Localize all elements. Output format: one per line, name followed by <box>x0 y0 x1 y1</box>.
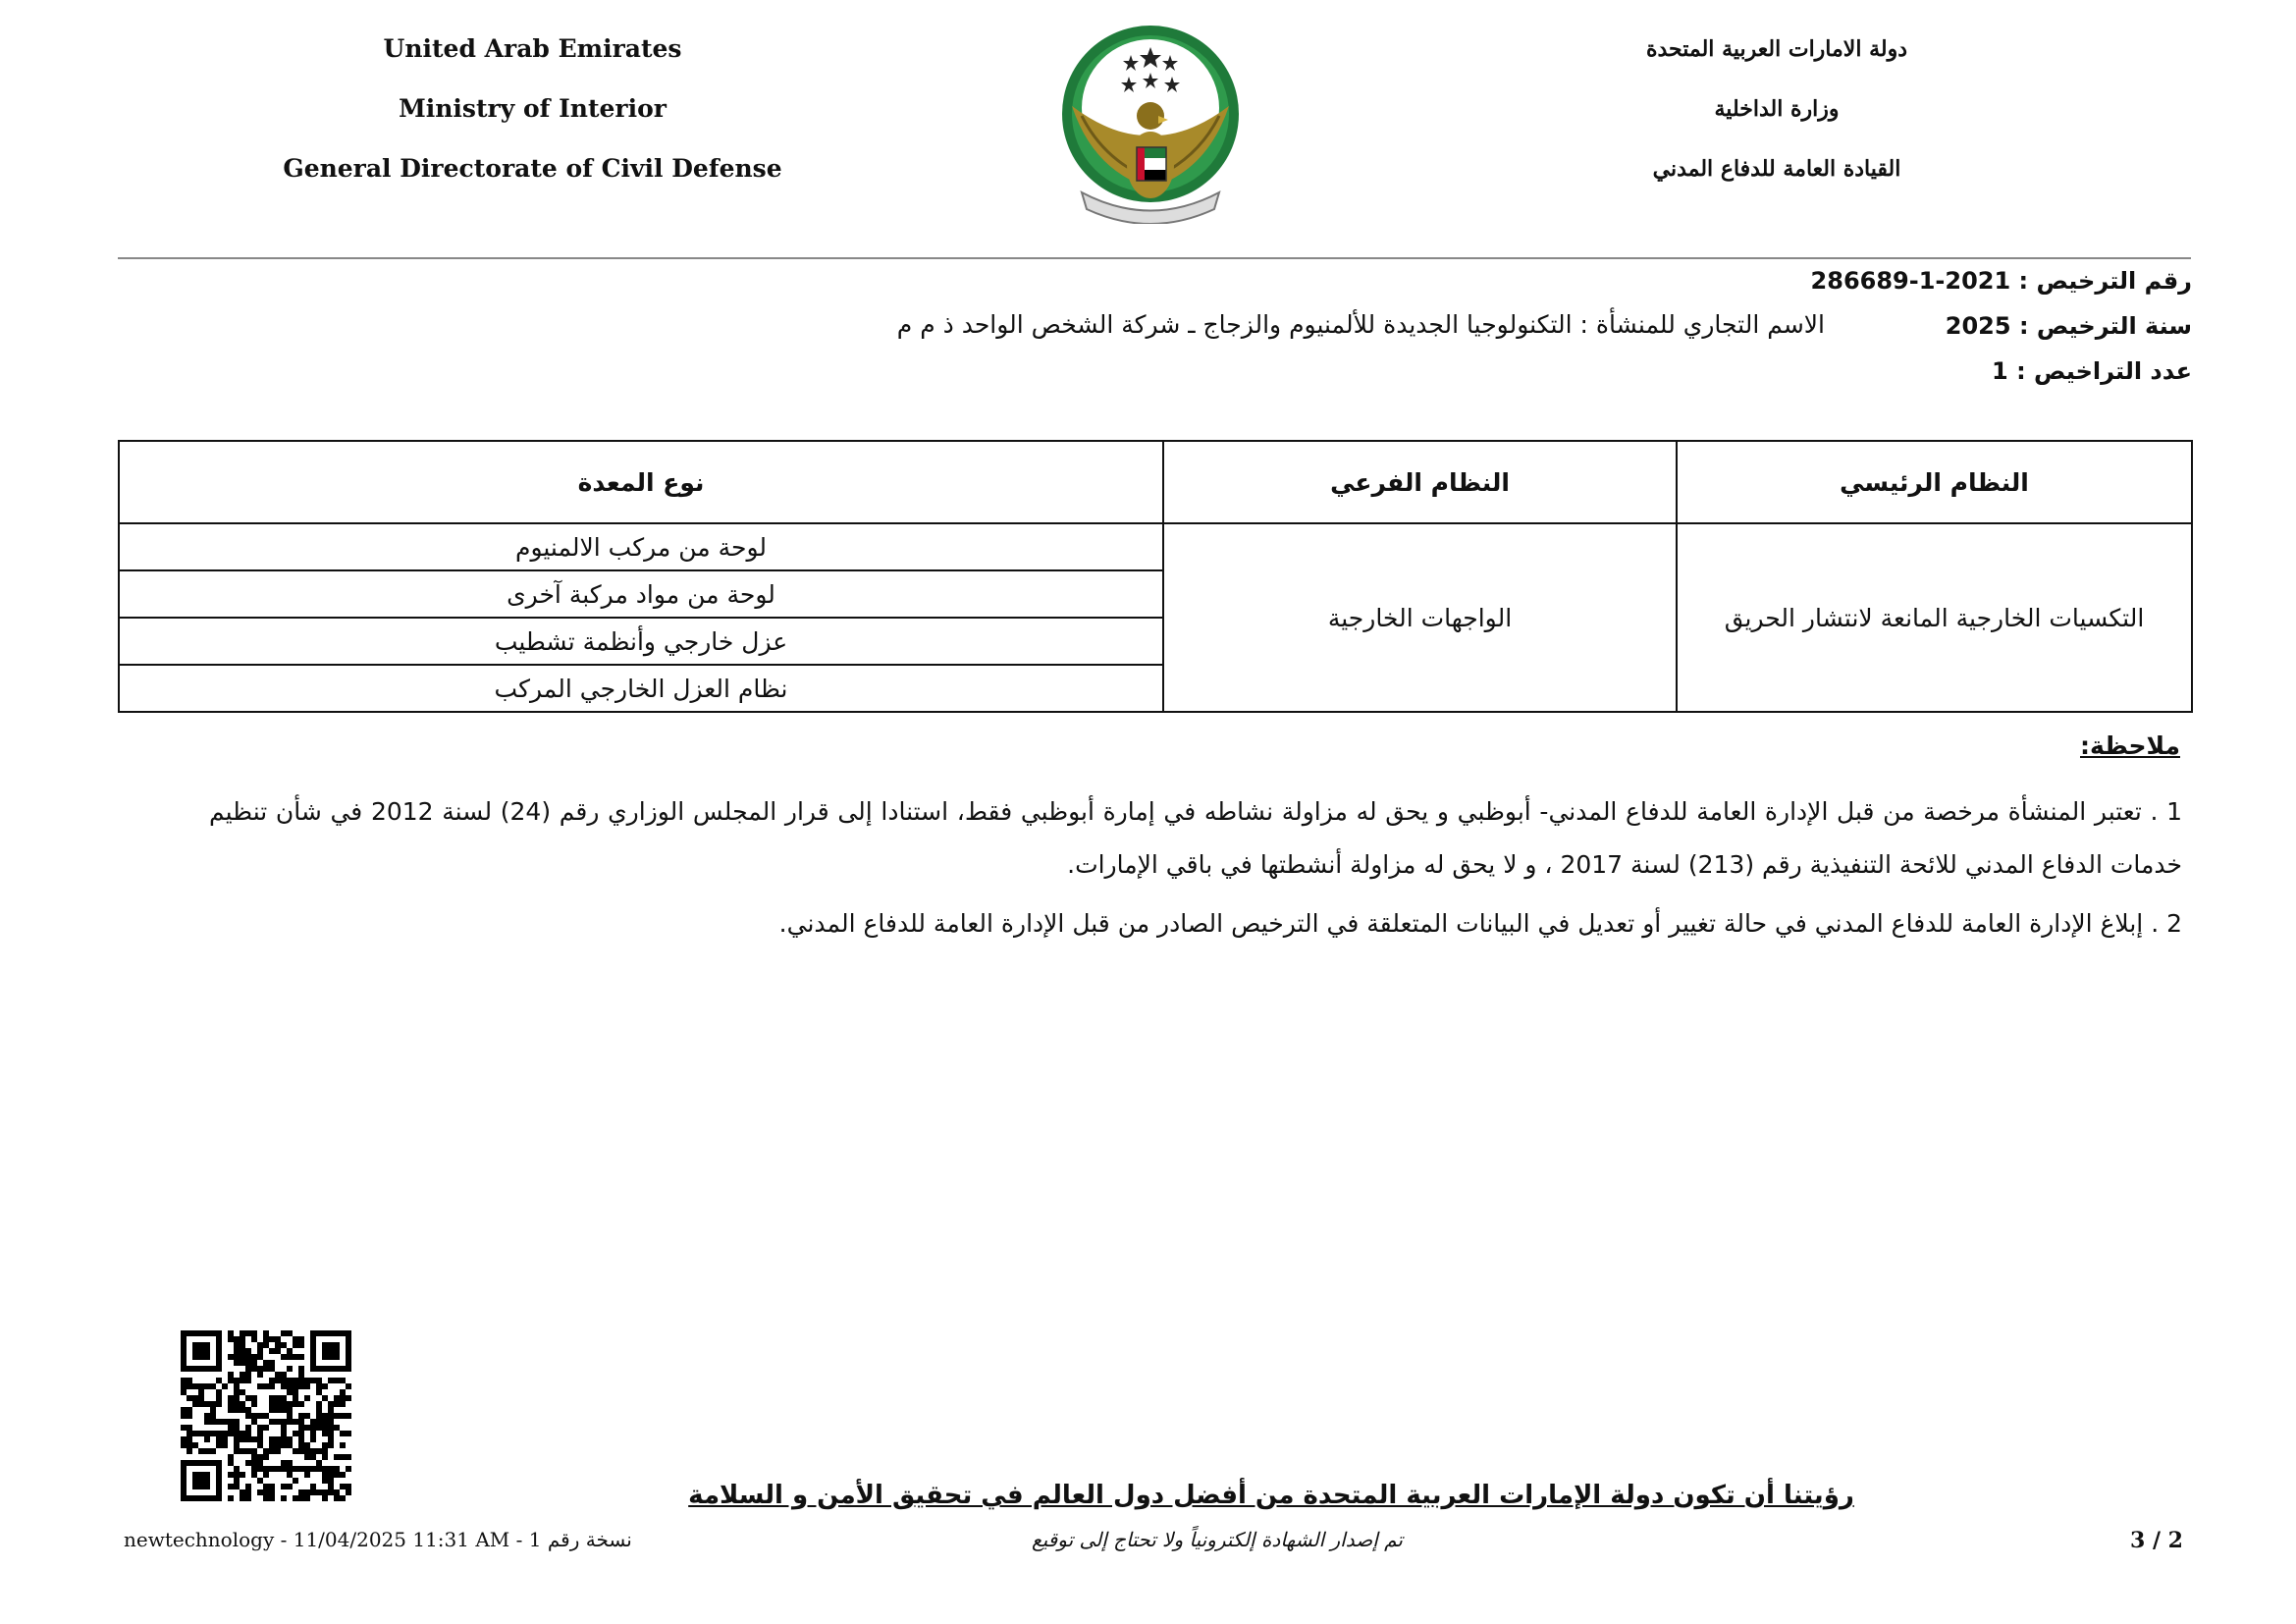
directorate-name-en: General Directorate of Civil Defense <box>283 154 782 183</box>
sub-system-cell: الواجهات الخارجية <box>1163 523 1677 712</box>
equipment-cell: عزل خارجي وأنظمة تشطيب <box>119 618 1163 665</box>
main-system-cell: التكسيات الخارجية المانعة لانتشار الحريق <box>1677 523 2192 712</box>
equipment-cell: لوحة من مواد مركبة آخرى <box>119 570 1163 618</box>
header-equipment-type: نوع المعدة <box>119 441 1163 523</box>
license-number <box>1811 267 2192 295</box>
country-name-en: United Arab Emirates <box>383 34 682 63</box>
license-number-value: 286689-1-2021 <box>1810 267 2011 295</box>
electronic-issue-note: تم إصدار الشهادة إلكترونياً ولا تحتاج إلى توقيع <box>1032 1528 1403 1551</box>
header-main-system: النظام الرئيسي <box>1677 441 2192 523</box>
english-header <box>265 29 800 209</box>
license-count-value: 1 <box>1992 357 2008 385</box>
notes-title: ملاحظة: <box>2080 731 2180 760</box>
license-year-value: 2025 <box>1945 312 2011 340</box>
ministry-name-ar: وزارة الداخلية <box>1714 96 1840 122</box>
license-count <box>1992 357 2192 385</box>
version-stamp: newtechnology - 11/04/2025 11:31 AM - نسخة رقم 1 <box>124 1528 632 1551</box>
equipment-cell: نظام العزل الخارجي المركب <box>119 665 1163 712</box>
license-year-label: سنة الترخيص : <box>2018 312 2192 340</box>
equipment-cell: لوحة من مركب الالمنيوم <box>119 523 1163 570</box>
directorate-name-ar: القيادة العامة للدفاع المدني <box>1652 156 1901 182</box>
license-count-label: عدد التراخيص : <box>2016 357 2192 385</box>
country-name-ar: دولة الامارات العربية المتحدة <box>1645 36 1908 62</box>
vision-statement: رؤيتنا أن تكون دولة الإمارات العربية المتحدة من أفضل دول العالم في تحقيق الأمن و السلامة <box>688 1481 1854 1510</box>
trade-name <box>897 310 1825 339</box>
arabic-header <box>1551 29 2002 209</box>
header-sub-system: النظام الفرعي <box>1163 441 1677 523</box>
header-divider <box>118 257 2191 259</box>
ministry-name-en: Ministry of Interior <box>399 94 667 123</box>
license-year <box>1946 312 2192 340</box>
trade-name-value: التكنولوجيا الجديدة للألمنيوم والزجاج ـ شركة الشخص الواحد ذ م م <box>896 310 1573 339</box>
page-number: 3 / 2 <box>2130 1528 2183 1553</box>
qr-code-icon <box>181 1330 351 1501</box>
note-item-2: 2 . إبلاغ الإدارة العامة للدفاع المدني في حالة تغيير أو تعديل في البيانات المتعلقة في الترخيص الصادر من قبل الإدارة العامة للدفاع المدني. <box>778 909 2182 938</box>
uae-falcon-emblem-icon <box>1052 18 1249 224</box>
table-header-row <box>119 441 2192 523</box>
trade-name-label: الاسم التجاري للمنشأة : <box>1579 310 1825 339</box>
table-row <box>119 523 2192 570</box>
note-item-1: 1 . تعتبر المنشأة مرخصة من قبل الإدارة العامة للدفاع المدني- أبوظبي و يحق له مزاولة نشاطه في إمارة أبوظبي فقط، استنادا إلى قرار المجلس الوزاري رقم (24) لسنة 2012 في شأن تنظيم خدمات الدفاع المدني للائحة التنفيذية رقم (213) لسنة 2017 ، و لا يحق له مزاولة أنشطتها في باقي الإمارات. <box>209 797 2182 879</box>
equipment-table <box>118 440 2193 713</box>
license-number-label: رقم الترخيص : <box>2018 267 2192 295</box>
